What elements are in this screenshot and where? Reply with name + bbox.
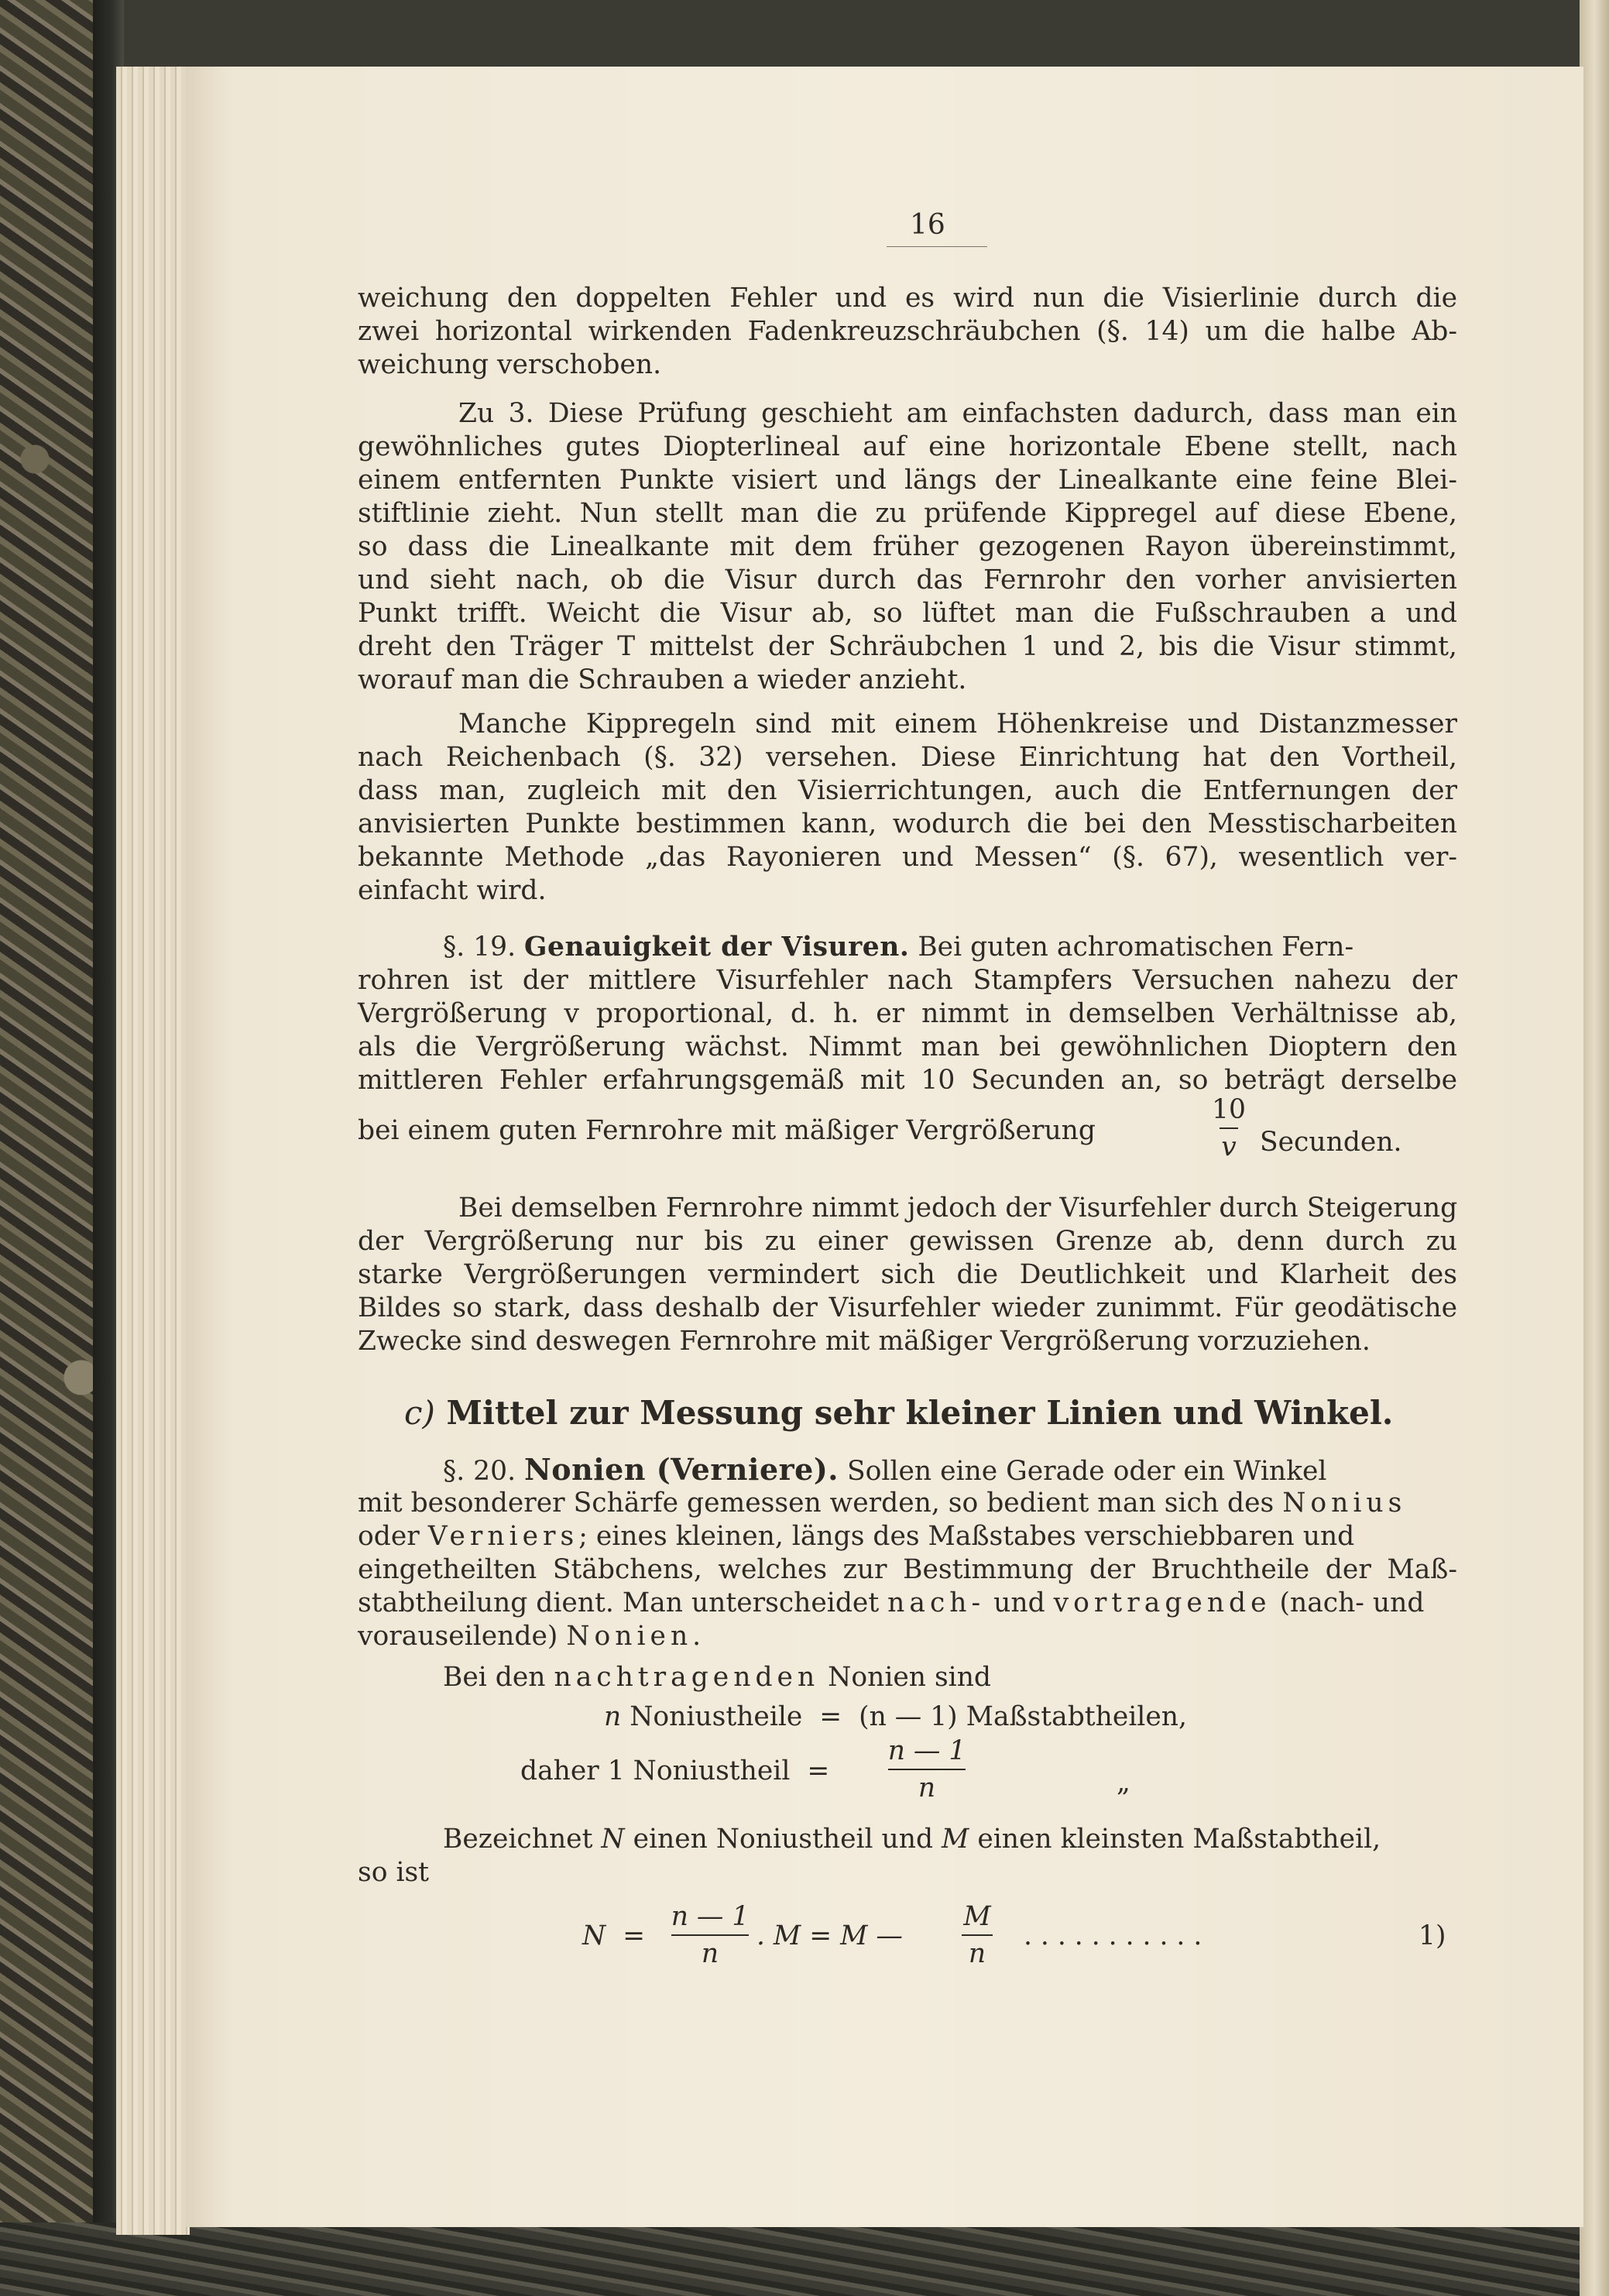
text-line (358, 1824, 1457, 1855)
text-line: bekannte Methode „das Rayonieren und Messen“ (§. 67), wesentlich ver- (358, 842, 1457, 873)
text-line: Bildes so stark, dass deshalb der Visurfehler wieder zunimmt. Für geodätische (358, 1292, 1457, 1323)
text-run: Noniustheile (630, 1701, 803, 1732)
text-line: starke Vergrößerungen vermindert sich die Deutlichkeit und Klarheit des (358, 1259, 1457, 1290)
text-run: Bezeichnet (443, 1824, 593, 1855)
equals-sign: = (819, 1701, 842, 1732)
fraction-M-over-n (954, 1899, 1000, 1972)
text-line: Zwecke sind deswegen Fernrohre mit mäßiger Vergrößerung vorzuziehen. (358, 1326, 1371, 1357)
fraction-denominator: n (701, 1938, 719, 1969)
equals-sign: = (807, 1755, 830, 1786)
text-run: ; eines kleinen, längs des Maßstabes verschiebbaren und (578, 1521, 1355, 1552)
spaced-term: Nonius (1282, 1488, 1407, 1519)
text-line: weichung verschoben. (358, 349, 662, 380)
text-line: als die Vergrößerung wächst. Nimmt man bei gewöhnlichen Dioptern den (358, 1031, 1457, 1062)
text-line: worauf man die Schrauben a wieder anzieht. (358, 664, 967, 695)
text-line: und sieht nach, ob die Visur durch das Fernrohr den vorher anvisierten (358, 565, 1457, 595)
spaced-term: Verniers (427, 1521, 579, 1552)
text-run: Secunden. (1260, 1127, 1402, 1158)
text-line (358, 1488, 1457, 1519)
section-heading (404, 1394, 1457, 1433)
text-run: daher 1 Noniustheil (520, 1755, 791, 1786)
text-run: stabtheilung dient. Man unterscheidet (358, 1587, 880, 1618)
equals-sign: = (623, 1920, 646, 1951)
text-line: Vergrößerung v proportional, d. h. er nimmt in demselben Verhältnisse ab, (358, 998, 1457, 1029)
equation-line (520, 1754, 829, 1788)
text-run: . (692, 1621, 702, 1652)
text-line: Manche Kippregeln sind mit einem Höhenkreise und Distanzmesser (458, 709, 1457, 740)
fraction-n-minus-1-over-n (667, 1899, 753, 1972)
fraction-numerator: M (963, 1901, 991, 1932)
fraction-denominator: v (1221, 1131, 1237, 1162)
section-20-heading-line (358, 1454, 1457, 1487)
text-run: Sollen eine Gerade oder ein Winkel (847, 1456, 1327, 1487)
text-line (358, 1621, 1457, 1652)
section-heading-title: Mittel zur Messung sehr kleiner Linien und Winkel. (446, 1394, 1394, 1432)
text-line: Zu 3. Diese Prüfung geschieht am einfachsten dadurch, dass man ein (458, 398, 1457, 429)
equation-1 (582, 1919, 645, 1953)
spaced-term: nachtragenden (554, 1662, 820, 1693)
math-var: N (601, 1824, 625, 1855)
text-run: und (993, 1587, 1045, 1618)
text-run: vorauseilende) (358, 1621, 558, 1652)
text-run: (nach- und (1279, 1587, 1425, 1618)
text-run: einen kleinsten Maßstabtheil, (977, 1824, 1381, 1855)
text-run: Nonien sind (828, 1662, 991, 1693)
section-letter: c) (404, 1394, 435, 1432)
text-run: (n — 1) Maßstabtheilen, (859, 1701, 1187, 1732)
section-19-heading-line (358, 932, 1457, 963)
math-var: M (942, 1824, 969, 1855)
text-line: so ist (358, 1857, 430, 1888)
ditto-mark: „ (1117, 1767, 1130, 1798)
text-line (358, 1587, 1457, 1618)
text-line: mittleren Fehler erfahrungsgemäß mit 10 Secunden an, so beträgt derselbe (358, 1065, 1457, 1096)
fraction-denominator: n (968, 1938, 986, 1969)
text-run: einen Noniustheil und (633, 1824, 934, 1855)
fraction-10-over-v (1209, 1092, 1248, 1165)
section-number: §. 19. (443, 932, 516, 963)
fraction-n-minus-1-over-n (884, 1733, 969, 1806)
section-title: Genauigkeit der Visuren. (524, 932, 910, 963)
fraction-numerator: n — 1 (887, 1735, 966, 1766)
text-line: zwei horizontal wirkenden Fadenkreuzschräubchen (§. 14) um die halbe Ab- (358, 316, 1457, 347)
next-page-edge (1580, 0, 1609, 2296)
spaced-term: Nonien (566, 1621, 693, 1652)
text-line: dass man, zugleich mit den Visierrichtungen, auch die Entfernungen der (358, 775, 1457, 806)
text-line: weichung den doppelten Fehler und es wird nun die Visierlinie durch die (358, 283, 1457, 314)
spaced-term: vortragende (1053, 1587, 1271, 1618)
text-line: einfacht wird. (358, 875, 547, 906)
section-number: §. 20. (443, 1456, 516, 1487)
cover-board-bottom (0, 2222, 1609, 2296)
math-var: n (604, 1701, 622, 1732)
text-run: bei einem guten Fernrohre mit mäßiger Vergrößerung (358, 1115, 1096, 1146)
text-line: dreht den Träger T mittelst der Schräubchen 1 und 2, bis die Visur stimmt, (358, 631, 1457, 662)
text-line: der Vergrößerung nur bis zu einer gewissen Grenze ab, denn durch zu (358, 1226, 1457, 1257)
text-line: eingetheilten Stäbchens, welches zur Bestimmung der Bruchtheile der Maß- (358, 1554, 1457, 1585)
text-run: Bei guten achromatischen Fern- (918, 932, 1354, 963)
text-line: einem entfernten Punkte visiert und längs der Linealkante eine feine Blei- (358, 465, 1457, 496)
spaced-term: nach- (887, 1587, 986, 1618)
fraction-numerator: n — 1 (671, 1901, 750, 1932)
text-line: Punkt trifft. Weicht die Visur ab, so lüftet man die Fußschrauben a und (358, 598, 1457, 629)
equation-middle: . M = M — (756, 1920, 903, 1951)
text-line: rohren ist der mittlere Visurfehler nach Stampfers Versuchen nahezu der (358, 965, 1457, 996)
text-line: Bei demselben Fernrohre nimmt jedoch der Visurfehler durch Steigerung (458, 1193, 1458, 1224)
section-title: Nonien (Verniere). (524, 1452, 839, 1487)
text-line: nach Reichenbach (§. 32) versehen. Diese Einrichtung hat den Vortheil, (358, 742, 1457, 773)
leader-dots: . . . . . . . . . . . (1024, 1920, 1202, 1951)
math-var: N (582, 1920, 606, 1951)
page-edges (116, 67, 190, 2235)
text-line: anvisierten Punkte bestimmen kann, wodurch die bei den Messtischarbeiten (358, 808, 1457, 839)
text-line: so dass die Linealkante mit dem früher gezogenen Rayon übereinstimmt, (358, 531, 1457, 562)
text-line: stiftlinie zieht. Nun stellt man die zu prüfende Kippregel auf diese Ebene, (358, 498, 1457, 529)
fraction-numerator: 10 (1212, 1094, 1246, 1125)
text-run: mit besonderer Schärfe gemessen werden, so bedient man sich des (358, 1488, 1275, 1519)
text-run: oder (358, 1521, 420, 1552)
text-line (358, 1662, 1457, 1693)
equation-label: 1) (1419, 1920, 1446, 1951)
fraction-denominator: n (918, 1773, 936, 1804)
page-number: 16 (910, 209, 945, 241)
text-line (358, 1521, 1457, 1552)
page-number-rule (887, 246, 987, 247)
text-line: gewöhnliches gutes Diopterlineal auf eine horizontale Ebene stellt, nach (358, 431, 1457, 462)
equation-line (604, 1700, 1187, 1734)
text-run: Bei den (443, 1662, 546, 1693)
